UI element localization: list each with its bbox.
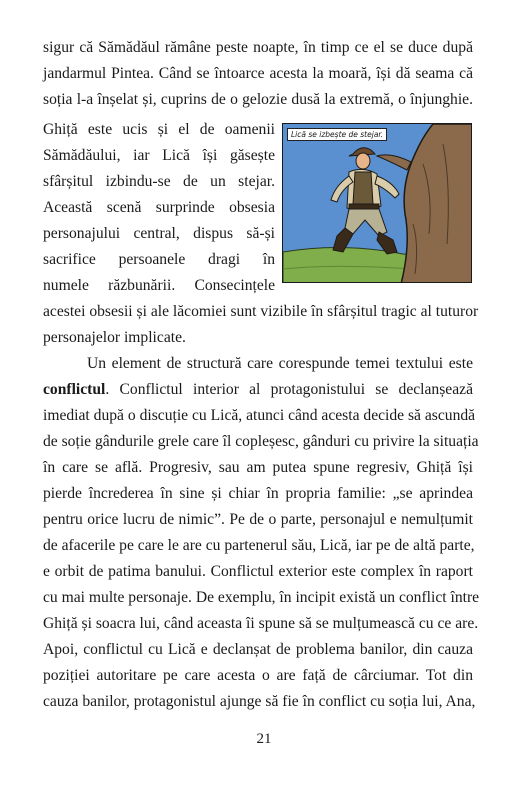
text-line: sigur că Sămădăul rămâne peste noapte, în timp ce el se duce după (43, 39, 473, 56)
text-line: personajelor implicate. (43, 329, 186, 346)
text-line: de soție gândurile grele care îl copleșesc, gânduri cu privire la situația (43, 433, 479, 450)
text-line: acestei obsesii și ale lăcomiei sunt vizibile în sfârșitul tragic al tuturor (43, 303, 479, 320)
text-line (43, 379, 473, 401)
text-line: personajului central, dispus să-și (43, 225, 275, 242)
comic-illustration (282, 123, 472, 283)
text-line: Sămădăului, iar Lică își găsește (43, 147, 275, 164)
text-line: de afacerile pe care le are cu partenerul său, Lică, iar pe de altă parte, (43, 537, 475, 554)
text-line: jandarmul Pintea. Când se întoarce acesta la moară, își dă seama că (43, 65, 473, 82)
text-line: în care se află. Progresiv, sau am putea spune regresiv, Ghiță își (43, 459, 473, 476)
text-line: Ghiță este ucis și el de oamenii (43, 121, 275, 138)
text-line: sacrifice persoanele dragi în (43, 251, 275, 268)
text-span: . Conflictul interior al protagonistului se declanșează (105, 381, 473, 398)
text-line: Ghiță și soacra lui, când aceasta îi spune să se mulțumească cu ce are. (43, 615, 479, 632)
text-line: cauza banilor, protagonistul ajunge să fie în conflict cu soția lui, Ana, (43, 693, 476, 710)
text-line: imediat după o discuție cu Lică, atunci când acesta decide să ascundă (43, 407, 476, 424)
text-line: poziției autoritare pe care acesta o are față de cârciumar. Tot din (43, 667, 473, 684)
text-line: pentru orice lucru de nimic”. Pe de o parte, personajul e nemulțumit (43, 511, 473, 528)
text-line: sfârșitul izbindu-se de un stejar. (43, 173, 275, 190)
illustration-caption: Lică se izbește de stejar. (287, 128, 387, 141)
text-line: cu mai multe personaje. De exemplu, în incipit există un conflict între (43, 589, 480, 606)
text-line: Apoi, conflictul cu Lică e declanșat de problema banilor, din cauza (43, 641, 473, 658)
illustration-drawing (283, 124, 472, 283)
text-line: e orbit de patima banului. Conflictul exterior este complex în raport (43, 563, 473, 580)
text-line: soția l-a înșelat și, cuprins de o gelozie dusă la extremă, o înjunghie. (43, 91, 473, 108)
bold-term: conflictul (43, 381, 106, 398)
text-line: pierde încrederea în sine și chiar în propria familie: „se aprindea (43, 485, 473, 502)
text-line: numele răzbunării. Consecințele (43, 277, 275, 294)
text-line: Această scenă surprinde obsesia (43, 199, 275, 216)
page-number: 21 (256, 731, 272, 747)
text-line: Un element de structură care corespunde temei textului este (87, 355, 473, 372)
